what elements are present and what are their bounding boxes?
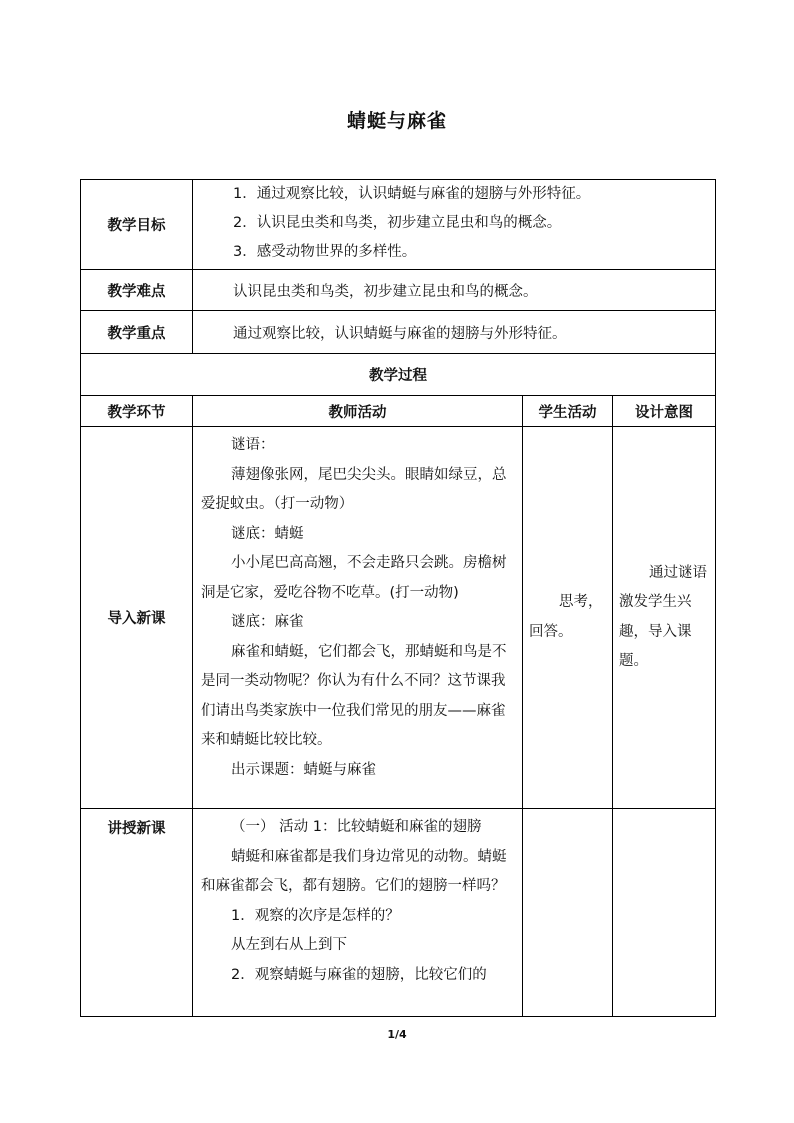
process-title-row bbox=[81, 354, 716, 396]
teacher-paragraph: 谜底：蜻蜓 bbox=[231, 525, 304, 542]
intro-student-activity: 思考，回答。 bbox=[523, 427, 613, 809]
process-title: 教学过程 bbox=[81, 354, 716, 396]
teacher-paragraph: 2．观察蜻蜓与麻雀的翅膀，比较它们的 bbox=[231, 966, 487, 983]
key-point-label: 教学重点 bbox=[81, 311, 193, 354]
new-lesson-stage: 讲授新课 bbox=[81, 809, 193, 1017]
goals-label: 教学目标 bbox=[81, 180, 193, 270]
teacher-paragraph: 1．观察的次序是怎样的？ bbox=[231, 907, 400, 924]
key-point-row bbox=[81, 311, 716, 354]
intro-row bbox=[81, 427, 716, 809]
goals-list bbox=[193, 180, 716, 270]
key-point-text: 通过观察比较，认识蜻蜓与麻雀的翅膀与外形特征。 bbox=[193, 311, 716, 354]
header-student: 学生活动 bbox=[523, 396, 613, 427]
teacher-paragraph: 从左到右从上到下 bbox=[231, 937, 347, 953]
new-lesson-design-intent bbox=[613, 809, 716, 1017]
teacher-paragraph: 蜻蜓和麻雀都是我们身边常见的动物。蜻蜓和麻雀都会飞，都有翅膀。它们的翅膀一样吗？ bbox=[201, 848, 507, 894]
header-stage: 教学环节 bbox=[81, 396, 193, 427]
process-header-row bbox=[81, 396, 716, 427]
goal-item: 3．感受动物世界的多样性。 bbox=[233, 244, 417, 260]
teacher-paragraph: 薄翅像张网，尾巴尖尖头。眼睛如绿豆，总爱捉蚊虫。（打一动物） bbox=[201, 466, 507, 512]
page-number: 1/4 bbox=[387, 1028, 407, 1041]
difficulty-text: 认识昆虫类和鸟类，初步建立昆虫和鸟的概念。 bbox=[193, 270, 716, 311]
teacher-paragraph: 谜语： bbox=[231, 437, 275, 453]
difficulty-label: 教学难点 bbox=[81, 270, 193, 311]
teacher-paragraph: （一） 活动 1：比较蜻蜓和麻雀的翅膀 bbox=[231, 819, 482, 835]
header-design: 设计意图 bbox=[613, 396, 716, 427]
teacher-paragraph: 麻雀和蜻蜓，它们都会飞，那蜻蜓和鸟是不是同一类动物呢？你认为有什么不同？这节课我们请出鸟类家族中一位我们常见的朋友——麻雀来和蜻蜓比较比较。 bbox=[201, 643, 507, 748]
teacher-paragraph: 小小尾巴高高翘，不会走路只会跳。房檐树洞是它家，爱吃谷物不吃草。(打一动物) bbox=[201, 555, 507, 601]
goal-item: 2．认识昆虫类和鸟类，初步建立昆虫和鸟的概念。 bbox=[233, 215, 562, 231]
intro-teacher-activity bbox=[193, 427, 523, 809]
new-lesson-student-activity bbox=[523, 809, 613, 1017]
intro-design-intent: 通过谜语激发学生兴趣，导入课题。 bbox=[613, 427, 716, 809]
new-lesson-teacher-activity bbox=[193, 809, 523, 1017]
goal-item: 1．通过观察比较，认识蜻蜓与麻雀的翅膀与外形特征。 bbox=[233, 186, 591, 202]
lesson-plan-table bbox=[80, 179, 716, 1017]
document-title: 蜻蜓与麻雀 bbox=[346, 110, 447, 132]
difficulty-row bbox=[81, 270, 716, 311]
teacher-paragraph: 出示课题：蜻蜓与麻雀 bbox=[231, 761, 376, 778]
header-teacher: 教师活动 bbox=[193, 396, 523, 427]
goals-row bbox=[81, 180, 716, 270]
new-lesson-row bbox=[81, 809, 716, 1017]
teacher-paragraph: 谜底：麻雀 bbox=[231, 614, 304, 630]
intro-stage: 导入新课 bbox=[81, 427, 193, 809]
